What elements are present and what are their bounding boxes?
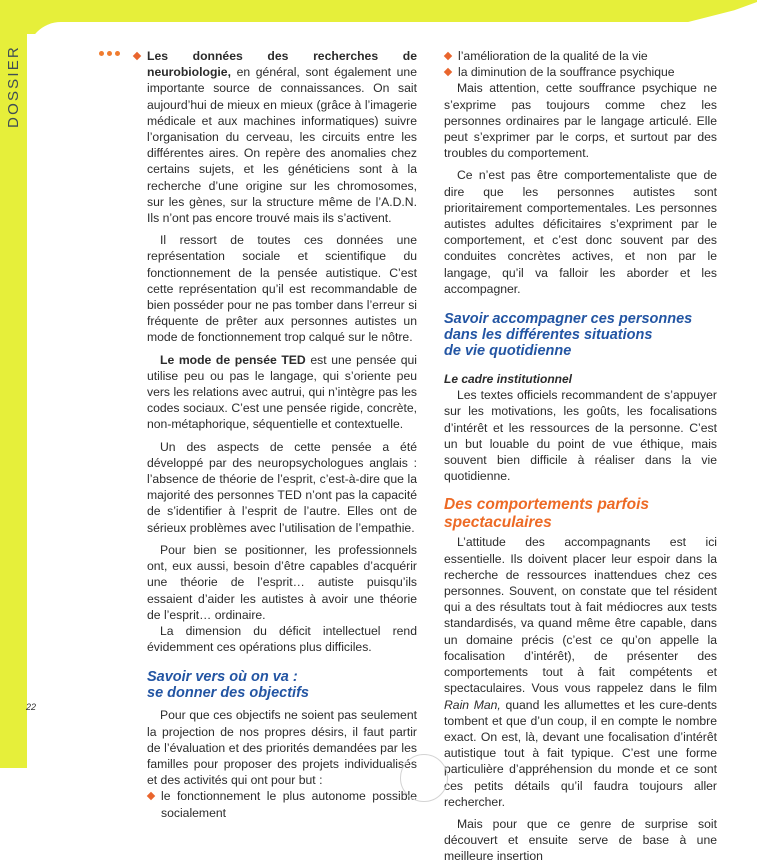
paragraph-behavioural: Ce n’est pas être comportementaliste que de dire que les personnes autistes sont prioritairement comportementales. Les personnes autistes adultes déficitaires s’expriment par le comportement, et c’est donc souvent par des conduites concrètes actives, et non par le langage, qu’il va falloir les aborder et les accompagner. [444,168,717,296]
paragraph-official-texts: Les textes officiels recommandent de s’appuyer sur les motivations, les goûts, les focalisations d’intérêt et les ressources de la personne. C’est un but louable du point de vue éthique, mais souvent bien difficile à réaliser dans la vie quotidienne. [444,388,717,484]
section-tab [1,26,25,146]
paragraph-objectives: Pour que ces objectifs ne soient pas seulement la projection de nos propres désirs, il faut partir de l’évaluation et des priorités demandées par les familles pour proposer des projets individualisés et des activités qui ont pour but : [147,708,417,788]
left-column [147,48,417,821]
heading-objectives: Savoir vers où on va : se donner des objectifs [147,669,309,702]
page-number: 22 [26,702,37,712]
paragraph-theory-of-mind: Un des aspects de cette pensée a été développé par des neuropsychologues anglais : l’absence de théorie de l’esprit, c’est-à-dire que la majorité des personnes TED n’ont pas la capacité de s’identifier à l’esprit de l’autre. Elles ont de sérieux problèmes avec l’utilisation de l’empathie. [147,439,417,535]
paragraph-attention: Mais attention, cette souffrance psychique ne s’exprime pas toujours comme chez les personnes ordinaires par le langage articulé. Elle peut s’exprimer par le corps, et surtout par des troubles du comportement. [444,81,717,161]
bullet-autonomy: le fonctionnement le plus autonome possible socialement [147,788,417,820]
paragraph-deficit: La dimension du déficit intellectuel rend évidemment ces opérations plus difficiles. [147,623,417,655]
section-label: DOSSIER [4,44,22,128]
diamond-bullet-icon [444,68,452,76]
heading-accompany: Savoir accompagner ces personnes dans les différentes situations de vie quotidienne [444,311,693,360]
diamond-bullet-icon [444,52,452,60]
heading-behaviours: Des comportements parfois spectaculaires [444,496,649,532]
diamond-bullet-icon [133,52,141,60]
paragraph-ted-thinking: Le mode de pensée TED est une pensée qui utilise peu ou pas le langage, qui s’oriente peu vers les relations avec autrui, qui n’intègre pas les codes sociaux. C’est une pensée rigide, concrète, non-métaphorique, séquentielle et contextuelle. [147,352,418,432]
bullet-suffering: la diminution de la souffrance psychique [444,64,717,80]
diamond-bullet-icon [147,792,155,800]
paragraph-neurobiology: Les données des recherches de neurobiologie, en général, sont également une importante source de connaissances. On sait aujourd’hui de mieux en mieux (grâce à l’imagerie médicale et aux machines informatiques) suivre l’organisation du cerveau, les circuits entre les différentes aires. On repère des anomalies chez certains sujets, et les généticiens sont à la recherche d’une origine sur les chromosomes, sur les gènes, sur la structure même de l’A.D.N. Ils n’ont pas encore trouvé mais ils s’activent. [133,48,417,226]
continuation-dots-icon [99,51,120,56]
paragraph-representation: Il ressort de toutes ces données une représentation sociale et scientifique du fonctionnement de la pensée autistique. C’est cette représentation qu’il est recommandable de bien posséder pour ne pas tomber dans l’erreur si fréquente de prêter aux personnes autistes un mode de fonctionnement trop calqué sur le nôtre. [147,233,417,345]
paragraph-surprise: Mais pour que ce genre de surprise soit découvert et ensuite serve de base à une meilleure insertion [444,816,717,864]
right-column [444,48,717,865]
paragraph-professionals: Pour bien se positionner, les professionnels ont, eux aussi, besoin d’être capables d’acquérir une théorie de l’esprit… autiste puisqu’ils essaient d’aider les autistes à avoir une théorie de l’esprit… ordinaire. [147,542,417,622]
decorative-circle [400,754,448,802]
subheading-framework: Le cadre institutionnel [444,372,573,387]
paragraph-attitude: L’attitude des accompagnants est ici essentielle. Ils doivent placer leur espoir dans la recherche de ressources inattendues chez ces personnes. Souvent, on constate que tel résident qui a des résultats tout à fait médiocres aux tests standardisés, va quand même être capable, dans un domaine précis (c’est ce qu’on appelle la focalisation d’intérêt), de présenter des comportements tout à fait compétents et spectaculaires. Vous vous rappelez dans le film Rain Man, quand les allumettes et les cure-dents tombent et que d’un coup, il en compte le nombre exact. On est, là, devant une focalisation d’intérêt autistique tout à fait typique. C’est une forme particulière d’appréhension du monde et ce sont ces petits détails qu’il faudra toujours aller rechercher. [444,535,717,809]
bullet-quality-of-life: l’amélioration de la qualité de la vie [444,48,717,64]
